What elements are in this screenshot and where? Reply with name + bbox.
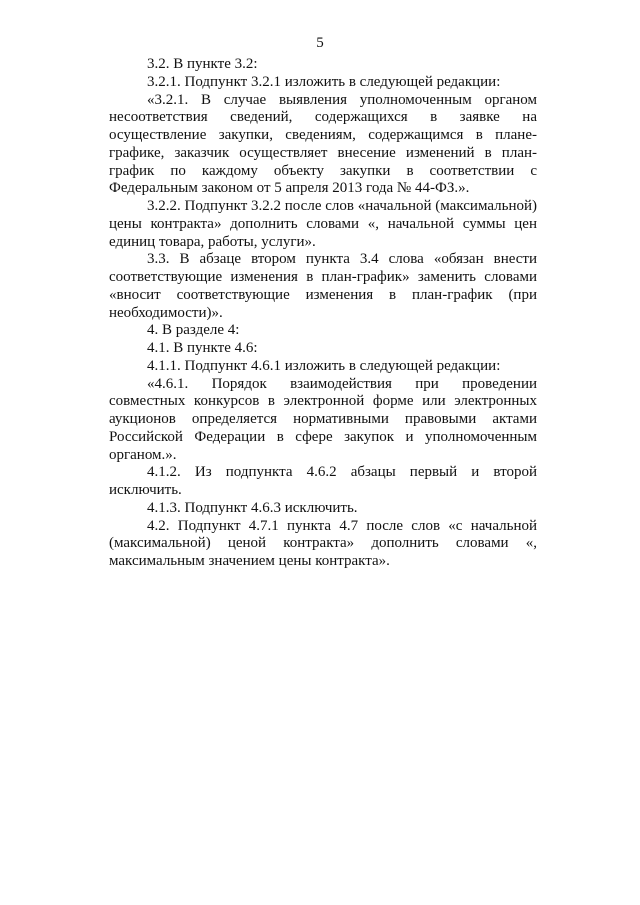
paragraph-4: 4. В разделе 4:	[147, 322, 240, 339]
paragraph-4-1-3: 4.1.3. Подпункт 4.6.3 исключить.	[147, 499, 358, 516]
paragraph-3-3: 3.3. В абзаце втором пункта 3.4 слова «обязан внести соответствующие изменения в план-график» заменить словами «вносит соответствующие изменения в план-график (при необходимости)».	[109, 251, 537, 321]
paragraph-4-2: 4.2. Подпункт 4.7.1 пункта 4.7 после слов «с начальной (максимальной) ценой контракта» дополнить словами «, максимальным значением цены контракта».	[109, 517, 537, 569]
paragraph-3-2-1: 3.2.1. Подпункт 3.2.1 изложить в следующей редакции:	[147, 73, 501, 90]
paragraph-4-6-1-quote: «4.6.1. Порядок взаимодействия при проведении совместных конкурсов в электронной форме или электронных аукционов определяется нормативными правовыми актами Российской Федерации в сфере закупок и уполномоченным органом.».	[109, 375, 537, 463]
document-body	[109, 56, 537, 571]
paragraph-4-1-1: 4.1.1. Подпункт 4.6.1 изложить в следующей редакции:	[147, 357, 501, 374]
paragraph-3-2: 3.2. В пункте 3.2:	[147, 56, 258, 72]
page-number: 5	[316, 35, 324, 51]
paragraph-3-2-2: 3.2.2. Подпункт 3.2.2 после слов «начальной (максимальной) цены контракта» дополнить словами «, начальной суммы цен единиц товара, работы, услуги».	[109, 198, 537, 250]
paragraph-4-1: 4.1. В пункте 4.6:	[147, 340, 258, 356]
paragraph-3-2-1-quote: «3.2.1. В случае выявления уполномоченным органом несоответствия сведений, содержащихся в заявке на осуществление закупки, сведениям, содержащимся в плане-графике, заказчик осуществляет внесение изменений в план-график по каждому объекту закупки в соответствии с Федеральным законом от 5 апреля 2013 года № 44-ФЗ.».	[109, 91, 537, 197]
paragraph-4-1-2: 4.1.2. Из подпункта 4.6.2 абзацы первый и второй исключить.	[109, 464, 537, 498]
